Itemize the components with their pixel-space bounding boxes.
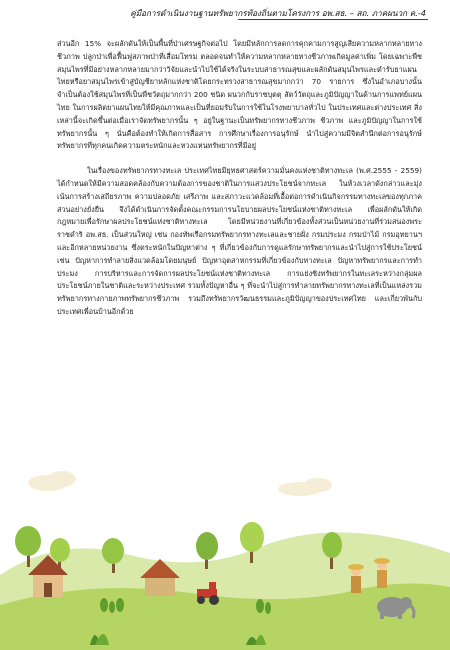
paragraph-1: ส่วนอีก 15% จะผลักดันให้เป็นพื้นที่ป่าเศรษฐกิจต่อไป โดยมีหลักการลดการคุกคามการสูญเสียความหลากหลายทางชีวภาพ ปลูกป่าเพื่อฟื้นฟูสภาพป่าที่เสื่อมโทรม ตลอดจนทำให้ความหลากหลายทางชีวภาพเกิดมูลค่าเพิ่ม โดยเฉพาะพืชสมุนไพรที่มีอย่างหลากหลายมากว่าวิจัยและนำไปใช้ได้จริงในระบบสาธารณสุขและผลักดันสมุนไพรและตำรับยาแผนไทยหรือยาสมุนไพรเข้าสู่บัญชียาหลักแห่งชาติโดยกระทรวงสาธารณสุขมากกว่า 70 รายการ ซึ่งในอำเภอบางนั้นจำเป็นต้องใช้สมุนไพรที่เป็นพืชวัตถุมากกว่า 200 ชนิด ผนวกกับราชบุตตุ สัตว์วัตถุและภูมิปัญญาในด้านการแพทย์แผนไทย ในการผลิตยาแผนไทยให้มีคุณภาพและเป็นที่ยอมรับในการใช้ในโรงพยาบาลทั่วไป ในประเทศและต่างประเทศ สิ่งเหล่านี้จะเกิดขึ้นต่อเมื่อเราจัดทรัพยากรนั้น ๆ อยู่ในฐานะเป็นทรัพยากรทางชีวภาพ ชีวภาพ และภูมิปัญญาในการใช้ทรัพยากรนั้น ๆ นั่นคือต้องทำให้เกิดการสื่อสาร การศึกษาเรื่องการอนุรักษ์ นำไปสู่ความมีจิตสำนึกต่อการอนุรักษ์ทรัพยากรที่ทุกคนเกิดความตระหนักและหวงแหนทรัพยากรที่มีอยู่ xyxy=(57,39,422,151)
paragraph-2: ในเรื่องของทรัพยากรทางทะเล ประเทศไทยมียุทธศาสตร์ความมั่นคงแห่งชาติทางทะเล (พ.ศ.2555 - 2559) ได้กำหนดให้มีความสอดคล้องกับความต้องการของชาติในการแสวงประโยชน์จากทะเล ในห้วงเวลาดังกล่าวและมุ่งเน้นการสร้างเสถียรภาพ ความปลอดภัย เสรีภาพ และสภาวะแวดล้อมที่เอื้อต่อการดำเนินกิจกรรมทางทะเลของทุกภาคส่วนอย่างยั่งยืน จึงได้ดำเนินการจัดตั้งคณะกรรมการนโยบายผลประโยชน์แห่งชาติทางทะเล เพื่อผลักดันให้เกิดกฎหมายเพื่อรักษาผลประโยชน์แห่งชาติทางทะเล โดยมีหน่วยงานที่เกี่ยวข้องทั้งส่วนเป็นหน่วยงานที่ร่วมสนองพระราชดำริ อพ.สธ. เป็นส่วนใหญ่ เช่น กองทัพเรือกรมทรัพยากรทางทะเลและชายฝั่ง กรมประมง กรมป่าไม้ กรมอุทยานฯ และอีกหลายหน่วยงาน ซึ่งตระหนักในปัญหาต่าง ๆ ที่เกี่ยวข้องกับการดูแลรักษาทรัพยากรและนำไปสู่การใช้ประโยชน์ เช่น ปัญหาการทำลายสิ่งแวดล้อมโดยมนุษย์ ปัญหาอุตสาหกรรมที่เกี่ยวข้องกับทางทะเล ปัญหาทรัพยากรและการทำประมง การบริหารและการจัดการผลประโยชน์แห่งชาติทางทะเล การแย่งชิงทรัพยากรในทะเลระหว่างกลุ่มผลประโยชน์ภายในชาติและระหว่างประเทศ รวมทั้งปัญหาอื่น ๆ ที่จะนำไปสู่การทำลายทรัพยากรทางทะเลที่เป็นแหล่งรวมทรัพยากรทางกายภาพทรัพยากรชีวภาพ รวมถึงทรัพยากรวัฒนธรรมและภูมิปัญญาของประเทศไทย และเกี่ยวพันกับประเทศเพื่อนบ้านอีกด้วย xyxy=(57,166,422,316)
header-title: คู่มือการดำเนินงานฐานทรัพยากรท้องถิ่นตามโครงการ อพ.สธ. – สถ. ภาคผนวก ค.-4 xyxy=(130,8,426,18)
header-divider xyxy=(238,19,428,20)
countryside-illustration xyxy=(0,455,450,650)
cloud-icon xyxy=(28,471,332,496)
page-header xyxy=(0,0,450,30)
document-body xyxy=(57,38,422,319)
